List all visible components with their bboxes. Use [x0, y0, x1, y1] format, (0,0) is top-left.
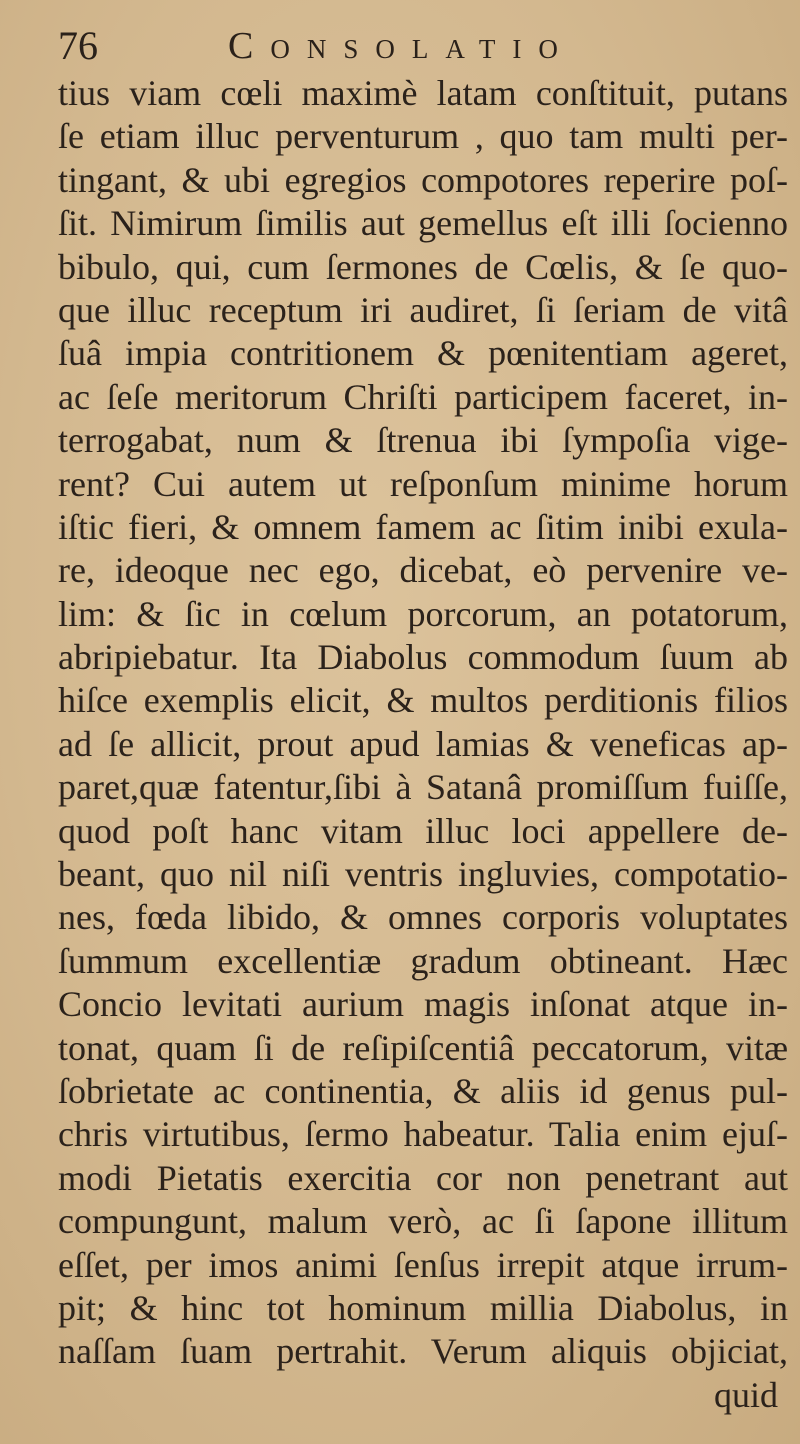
text-line-30: naſſam ſuam pertrahit. Verum aliquis objiciat,: [58, 1331, 788, 1372]
text-line-17: paret,quæ fatentur,ſibi à Satanâ promiſſum fuiſſe,: [58, 767, 788, 808]
running-title: Consolatio: [228, 25, 575, 67]
page-number: 76: [58, 23, 98, 68]
text-line-25: chris virtutibus, ſermo habeatur. Talia enim ejuſ-: [58, 1114, 788, 1155]
text-line-6: que illuc receptum iri audiret, ſi ſeriam de vitâ: [58, 289, 788, 330]
page-header: [58, 18, 758, 78]
text-line-14: abripiebatur. Ita Diabolus commodum ſuum ab: [58, 637, 788, 678]
text-line-4: ſit. Nimirum ſimilis aut gemellus eſt illi ſocienno: [58, 203, 788, 244]
text-line-10: rent? Cui autem ut reſponſum minime horum: [58, 463, 788, 504]
text-line-19: beant, quo nil niſi ventris ingluvies, compotatio-: [58, 854, 788, 895]
text-line-12: re, ideoque nec ego, dicebat, eò pervenire ve-: [58, 550, 788, 591]
text-line-8: ac ſeſe meritorum Chriſti participem faceret, in-: [58, 376, 788, 417]
text-line-13: lim: & ſic in cœlum porcorum, an potatorum,: [58, 593, 788, 634]
text-line-9: terrogabat, num & ſtrenua ibi ſympoſia vige-: [58, 420, 788, 461]
text-line-24: ſobrietate ac continentia, & aliis id genus pul-: [58, 1070, 788, 1111]
body-text: [58, 72, 788, 1417]
text-line-23: tonat, quam ſi de reſipiſcentiâ peccatorum, vitæ: [58, 1027, 788, 1068]
text-line-27: compungunt, malum verò, ac ſi ſapone illitum: [58, 1201, 788, 1242]
text-line-20: nes, fœda libido, & omnes corporis voluptates: [58, 897, 788, 938]
text-line-7: ſuâ impia contritionem & pœnitentiam ageret,: [58, 333, 788, 374]
text-line-16: ad ſe allicit, prout apud lamias & veneficas ap-: [58, 723, 788, 764]
text-line-2: ſe etiam illuc perventurum , quo tam multi per-: [58, 116, 788, 157]
text-line-21: ſummum excellentiæ gradum obtineant. Hæc: [58, 940, 788, 981]
text-line-22: Concio levitati aurium magis inſonat atque in-: [58, 984, 788, 1025]
text-line-29: pit; & hinc tot hominum millia Diabolus, in: [58, 1287, 788, 1328]
text-line-5: bibulo, qui, cum ſermones de Cœlis, & ſe quo-: [58, 246, 788, 287]
catchword: quid: [713, 1374, 778, 1415]
text-line-28: eſſet, per imos animi ſenſus irrepit atque irrum-: [58, 1244, 788, 1285]
text-line-26: modi Pietatis exercitia cor non penetrant aut: [58, 1157, 788, 1198]
text-line-15: hiſce exemplis elicit, & multos perditionis filios: [58, 680, 788, 721]
text-line-3: tingant, & ubi egregios compotores reperire poſ-: [58, 159, 788, 200]
text-line-11: iſtic fieri, & omnem famem ac ſitim inibi exula-: [58, 506, 788, 547]
text-line-1: tius viam cœli maximè latam conſtituit, putans: [58, 73, 788, 113]
text-line-18: quod poſt hanc vitam illuc loci appellere de-: [58, 810, 788, 851]
